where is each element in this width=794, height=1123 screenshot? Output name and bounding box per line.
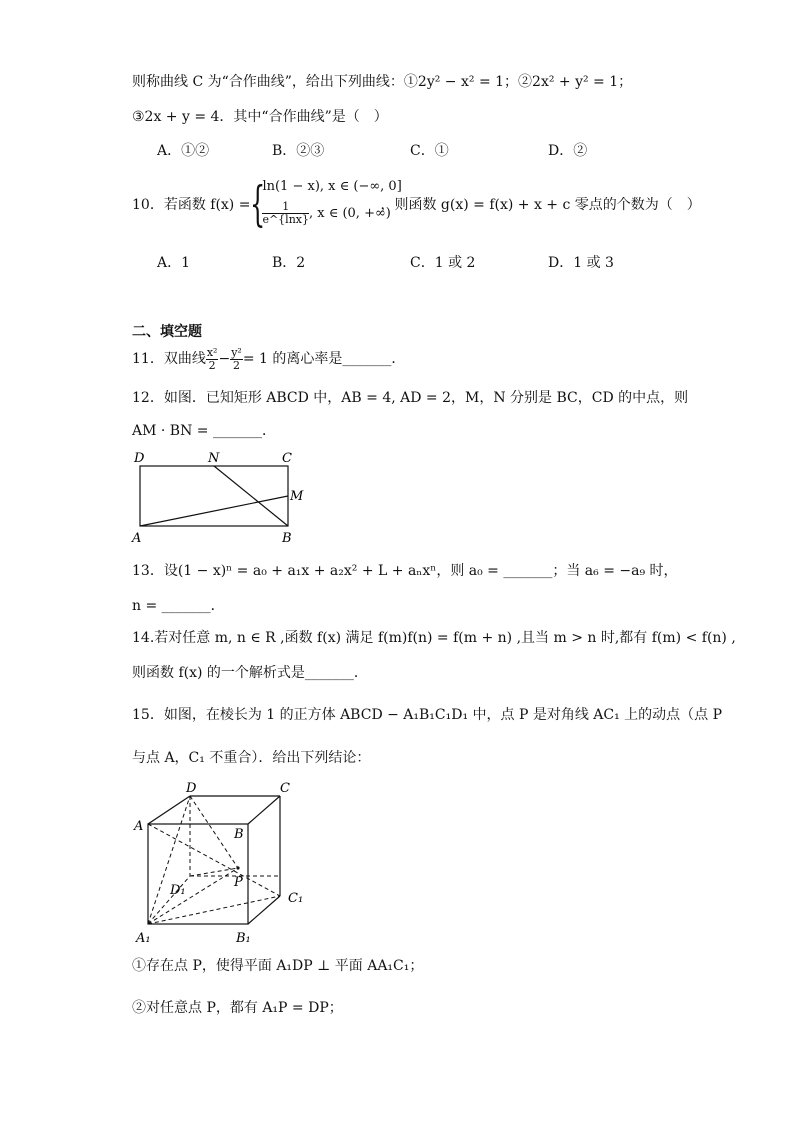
label-b1: B₁ [236, 931, 251, 946]
point-p [236, 866, 239, 869]
q10-option-c: C．1 或 2 [410, 255, 476, 271]
segment-dp [190, 796, 238, 868]
diagonal-ac1 [148, 824, 280, 896]
segment-a1c1 [148, 896, 280, 924]
edge-a-d [148, 796, 190, 824]
section-title-fill-blank: 二、填空题 [132, 324, 202, 340]
label-d1: D₁ [170, 883, 186, 898]
q9-option-d: D．② [548, 143, 588, 159]
edge-b-c [248, 796, 280, 824]
q9-option-a: A．①② [157, 143, 210, 159]
q10-suffix: ，则函数 g(x) = f(x) + x + c 零点的个数为（ ） [380, 197, 701, 213]
q9-option-b: B．②③ [272, 143, 325, 159]
label-a: A [132, 531, 142, 544]
q14-line1: 14.若对任意 m, n ∈ R ,函数 f(x) 满足 f(m)f(n) = f(m + n) ,且当 m > n 时,都有 f(m) < f(n) , [132, 630, 736, 646]
q10-option-a: A．1 [157, 255, 191, 271]
q15-conclusion-1: ①存在点 P，使得平面 A₁DP ⊥ 平面 AA₁C₁； [132, 958, 424, 974]
q12-line1: 12．如图．已知矩形 ABCD 中，AB = 4, AD = 2，M，N 分别是 BC，CD 的中点，则 [132, 390, 689, 406]
q11-frac1: $\frac{\text{x²}}{2}$ [206, 345, 218, 372]
label-a1: A₁ [136, 931, 151, 946]
q10-brace: { [250, 176, 266, 232]
q9-line2: ③2x + y = 4．其中“合作曲线”是（ ） [132, 109, 388, 125]
q10-option-d: D．1 或 3 [548, 255, 614, 271]
q10-case2: $\frac{1}{e\^{}\{\ln x\}}$ , x ∈ (0, +∞) [262, 200, 391, 226]
q11-frac2: $\frac{\text{y²}}{2}$ [231, 345, 242, 372]
q10-stem [132, 176, 701, 234]
q10-case2-fraction: $\frac{1}{e\^{}\{\ln x\}}$ [262, 200, 309, 226]
q10-prefix: 10．若函数 f(x) = [132, 197, 251, 213]
label-m: M [290, 489, 304, 504]
q10-piecewise [250, 176, 402, 233]
rectangle-abcd [140, 466, 288, 526]
segment-bn [214, 466, 288, 526]
label-n: N [208, 451, 220, 466]
segment-am [140, 496, 288, 526]
label-b: B [282, 531, 292, 544]
q10-option-b: B．2 [272, 255, 306, 271]
front-face [148, 824, 248, 924]
label-c1: C₁ [288, 891, 304, 906]
q9-option-c: C．① [410, 143, 449, 159]
q13-line1: 13．设(1 − x)ⁿ = a₀ + a₁x + a₂x² + L + aₙxⁿ，则 a₀ = _______；当 a₆ = −a₉ 时， [132, 563, 678, 579]
label-b: B [234, 827, 244, 842]
q9-line1: 则称曲线 C 为“合作曲线”，给出下列曲线：①2y² − x² = 1；②2x² + y² = 1； [132, 74, 633, 90]
q13-line2: n = _______． [132, 598, 225, 614]
q14-line2: 则函数 f(x) 的一个解析式是_______． [132, 665, 368, 681]
label-c: C [280, 781, 290, 796]
segment-a1d [148, 796, 190, 924]
q15-line2: 与点 A，C₁ 不重合）．给出下列结论： [132, 750, 371, 766]
q15-line1: 15．如图，在棱长为 1 的正方体 ABCD − A₁B₁C₁D₁ 中，点 P 是对角线 AC₁ 上的动点（点 P [132, 707, 723, 723]
label-p: P [234, 875, 243, 890]
q12-rectangle-figure [128, 448, 328, 544]
q11-stem: 11．双曲线 $\frac{\text{x²}}{2}$ − $\frac{\text{y²}}{2}$ = 1 的离心率是_______． [132, 345, 406, 372]
label-d: D [134, 451, 145, 466]
q15-cube-figure [130, 776, 330, 946]
label-a: A [134, 819, 144, 834]
q12-line2: AM · BN = _______． [132, 423, 276, 439]
edge-b1-c1 [248, 896, 280, 924]
q15-conclusion-2: ②对任意点 P，都有 A₁P = DP； [132, 1000, 343, 1016]
label-d: D [186, 781, 197, 796]
q10-case1: ln(1 − x), x ∈ (−∞, 0] [262, 179, 402, 194]
label-c: C [282, 451, 292, 466]
